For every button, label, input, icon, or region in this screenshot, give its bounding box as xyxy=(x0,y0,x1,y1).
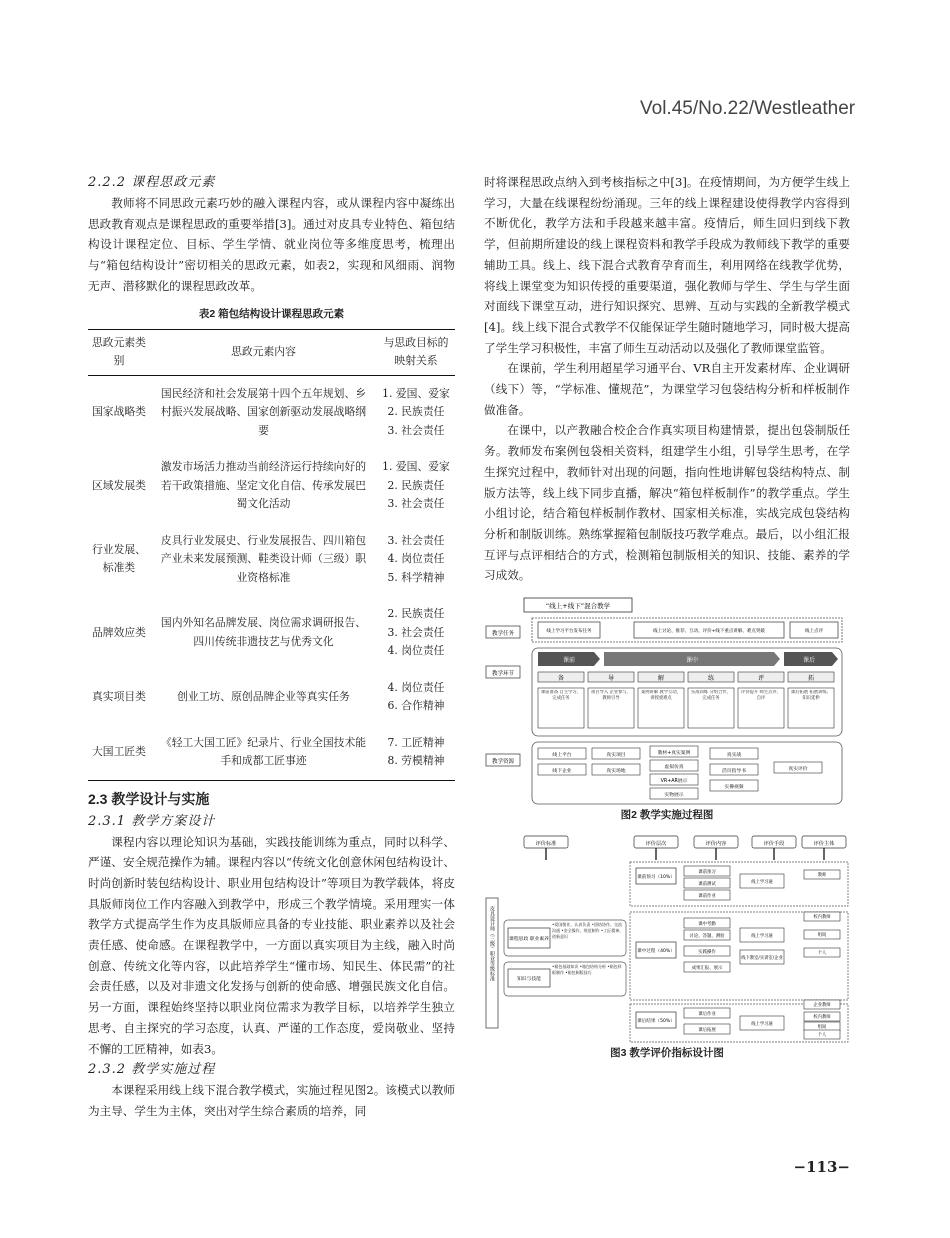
fig3-left-box-2: 知识与技能 xyxy=(517,977,541,983)
fig2-phase-pre: 课前 xyxy=(562,657,576,665)
fig2-resource-label: 线上平台 xyxy=(552,753,572,759)
fig2-row-task: 教学任务 xyxy=(491,631,515,638)
fig2-resource-label: 真实项目 xyxy=(606,753,626,759)
table-cell-content: 创业工坊、原创品牌企业等真实任务 xyxy=(177,689,350,703)
fig3-left-notes-1: •爱国敬业、认真负责 •团结协作、交流沟通 •安全操作、规范制作 •工匠精神、创新意识 xyxy=(552,922,624,940)
table-cell-content: 激发市场活力推动当前经济运行持续向好的若干政策措施、坚定文化自信、传承发展巴蜀文化活动 xyxy=(160,460,367,511)
table-row xyxy=(88,449,455,523)
figure-2-caption: 图2 教学实施过程图 xyxy=(620,809,714,822)
fig2-task-1: 线上学习平台发布任务 xyxy=(546,629,592,635)
goal-item: 5. 科学精神 xyxy=(387,570,445,584)
fig2-step-detail: 课后拓展 拓展训练、知识延伸 xyxy=(790,690,832,702)
fig2-resource-label: 教材+真实案例 xyxy=(657,751,691,757)
fig3-top-labels xyxy=(524,836,846,860)
fig2-task-3: 线上点评 xyxy=(805,629,823,635)
figure-3-diagram xyxy=(484,832,850,1044)
right-paragraph-1: 时将课程思政点纳入到考核指标之中[3]。在疫情期间，为方便学生线上学习，大量在线课程纷纷涌现。三年的线上课程建设使得教学内容得到不断优化，教学方法和手段越来越丰富。疫情后，师生回归到线下教学，但前期所建设的线上课程资料和教学手段成为教师线下教学的重要辅助工具。线上、线下混合式教育孕育而生，利用网络在线教学优势，将线上课堂变为知识传授的重要渠道，强化教师与学生、学生与学生面对面线下课堂互动，进行知识探究、思辨、互动与实践的全新教学模式[4]。线上线下混合式教学不仅能保证学生随时随地学习，同时极大提高了学生学习积极性，丰富了师生互动活动以及强化了教师课堂监管。 xyxy=(484,175,850,355)
table-cell-category: 真实项目类 xyxy=(92,689,146,703)
table-header-goals: 与思政目标的映射关系 xyxy=(377,329,455,375)
fig3-content-label: 课中考勤 xyxy=(698,922,716,928)
fig3-content-label: 课前测试 xyxy=(698,882,716,888)
fig3-level-label: 课后结果（50%） xyxy=(637,1019,675,1025)
section-2-3-title: 2.3 教学设计与实施 xyxy=(88,790,210,807)
fig3-left-box-1: 课程思政 职业素养 xyxy=(509,937,549,943)
figure-3 xyxy=(484,832,850,1062)
fig3-top-label: 评价层次 xyxy=(645,841,667,848)
right-paragraph-2: 在课前，学生利用超星学习通平台、VR自主开发素材库、企业调研（线下）等，“学标准、懂规范”，为课堂学习包袋结构分析和样板制作做准备。 xyxy=(484,361,850,417)
table-cell-goals xyxy=(377,670,455,725)
goal-item: 3. 社会责任 xyxy=(387,423,445,437)
section-2-2-2-paragraph: 教师将不同思政元素巧妙的融入课程内容，或从课程内容中凝练出思政教育观点是课程思政的重要举措[3]。通过对皮具专业特色、箱包结构设计课程定位、目标、学生学情、就业岗位等多维度思考，梳理出与“箱包结构设计”密切相关的思政元素，如表2，实现和风细雨、润物无声、潜移默化的课程思政改革。 xyxy=(88,196,455,293)
figure-3-caption: 图3 教学评价指标设计图 xyxy=(610,1047,724,1060)
table-cell-category: 大国工匠类 xyxy=(88,725,150,781)
fig2-task-2: 线上讨论、推荐、互动、评价+线下重点讲解、难点突破 xyxy=(653,629,765,635)
fig3-top-label: 评价主体 xyxy=(813,841,835,848)
table-cell-content: 国内外知名品牌发展、岗位需求调研报告、四川传统非遗技艺与优秀文化 xyxy=(160,616,367,648)
fig2-step-label: 拓 xyxy=(807,675,815,683)
fig3-means-label: 线上学习通 xyxy=(751,1022,773,1028)
fig3-content-label: 课前作业 xyxy=(698,894,716,900)
fig3-subject-label: 个人 xyxy=(817,1033,827,1039)
table-row xyxy=(88,670,455,725)
goal-item: 6. 合作精神 xyxy=(387,699,445,713)
fig3-content-label: 讨论、答题、测验 xyxy=(689,934,725,940)
table-cell-content: 《轻工大国工匠》纪录片、行业全国技术能手和成都工匠事迹 xyxy=(150,725,377,781)
fig3-subject-label: 校内教师 xyxy=(813,1015,831,1021)
goal-item: 4. 岗位责任 xyxy=(387,680,445,694)
table-2-caption: 表2 箱包结构设计课程思政元素 xyxy=(198,307,345,320)
ideology-elements-table xyxy=(88,329,455,781)
goal-item: 2. 民族责任 xyxy=(387,478,445,492)
goal-item: 1. 爱国、爱家 xyxy=(382,460,450,474)
goal-item: 3. 社会责任 xyxy=(387,497,445,511)
fig3-body xyxy=(636,866,840,1039)
fig3-subject-label: 组间 xyxy=(817,933,827,939)
table-cell-category: 品牌效应类 xyxy=(92,625,146,639)
fig3-content-label: 课前预习 xyxy=(698,870,716,876)
goal-item: 3. 社会责任 xyxy=(387,625,445,639)
figure-2 xyxy=(484,596,850,824)
fig3-subject-label: 校内教师 xyxy=(813,915,831,921)
fig2-steps xyxy=(538,672,834,728)
fig2-step-label: 评 xyxy=(757,675,765,683)
fig2-phase-in: 课中 xyxy=(685,657,699,665)
goal-item: 4. 岗位责任 xyxy=(387,644,445,658)
table-header-category: 思政元素类别 xyxy=(88,329,150,375)
fig2-phase-post: 课后 xyxy=(802,657,816,665)
fig3-content-label: 课后作业 xyxy=(698,1012,716,1018)
fig3-subject-label: 教师 xyxy=(817,873,827,879)
section-2-3-1-title: 2.3.1 教学方案设计 xyxy=(88,813,216,829)
fig2-step-label: 备 xyxy=(557,675,565,683)
goal-item: 3. 社会责任 xyxy=(387,533,445,547)
fig2-step-label: 练 xyxy=(707,675,715,683)
table-row xyxy=(88,375,455,449)
table-cell-goals xyxy=(377,596,455,670)
table-row xyxy=(88,596,455,670)
fig2-step-detail: 评价提升 师生点评、自评 xyxy=(740,690,782,702)
fig3-side-label: 皮具设计师（三级）职业等级标准 xyxy=(489,906,495,982)
left-column xyxy=(88,172,455,1122)
fig2-resource-label: 线下企业 xyxy=(552,769,572,775)
table-cell-category: 区域发展类 xyxy=(92,478,146,492)
fig2-step-detail: 项目导入 企业参与、教师引导 xyxy=(590,690,632,702)
fig2-step-label: 解 xyxy=(657,675,665,683)
goal-item: 7. 工匠精神 xyxy=(387,735,445,749)
fig2-row-resource: 教学资源 xyxy=(491,759,515,766)
goal-item: 4. 岗位责任 xyxy=(387,552,445,566)
fig2-resource-label: 真实场地 xyxy=(606,769,626,775)
fig3-means-label: 线上学习通 xyxy=(751,934,773,940)
goal-item: 1. 爱国、爱家 xyxy=(382,386,450,400)
table-cell-category: 行业发展、标准类 xyxy=(92,542,146,575)
journal-header: Vol.45/No.22/Westleather xyxy=(640,98,856,119)
table-cell-content: 国民经济和社会发展第十四个五年规划、乡村振兴发展战略、国家创新驱动发展战略纲要 xyxy=(160,386,367,437)
fig2-step-detail: 案例讲解 教学互动、讲授重难点 xyxy=(640,690,682,702)
fig3-content-label: 成果汇报、展示 xyxy=(691,966,723,972)
fig2-step-label: 导 xyxy=(607,675,615,683)
fig2-step-detail: 课前准备 自主学习、完成任务 xyxy=(540,690,582,702)
fig2-resource-label: 虚拟仿真 xyxy=(664,765,684,771)
fig3-subject-label: 组间 xyxy=(817,1025,827,1031)
fig3-top-label: 评价手段 xyxy=(763,841,785,848)
section-2-3-2-paragraph: 本课程采用线上线下混合教学模式，实施过程见图2。该模式以教师为主导、学生为主体，突出对学生综合素质的培养，同 xyxy=(88,1083,455,1118)
fig2-resource-label: VR+AR展示 xyxy=(660,779,688,785)
fig2-resource-label: 真实战 xyxy=(726,753,742,759)
table-cell-category: 国家战略类 xyxy=(92,405,146,419)
right-column xyxy=(484,172,850,1062)
fig3-subject-label: 企业教师 xyxy=(813,1003,831,1009)
fig2-row-stage: 教学环节 xyxy=(491,671,515,678)
fig3-left-notes-2: •箱包基础知识 •箱包结构分析 •箱包样板制作 •箱包制版技巧 xyxy=(552,964,622,976)
fig2-title: “线上+线下”混合教学 xyxy=(545,602,611,611)
fig3-level-label: 课中过程（40%） xyxy=(637,949,675,955)
fig3-content-label: 实践操作 xyxy=(698,950,716,956)
goal-item: 8. 劳模精神 xyxy=(387,754,445,768)
fig3-level-label: 课前预习（10%） xyxy=(637,875,675,881)
table-header-content: 思政元素内容 xyxy=(150,329,377,375)
section-2-3-1-paragraph: 课程内容以理论知识为基础，实践技能训练为重点，同时以科学、严谨、安全规范操作为辅。课程内容以“传统文化创意休闲包结构设计、时尚创新时装包结构设计、职业用包结构设计”等项目为教学载体，将皮具版师岗位工作内容融入到教学中，形成三个教学情境。采用理实一体教学方式提高学生作为皮具版师应具备的专业技能、职业素养以及社会责任感、使命感。在课程教学中，一方面以真实项目为主线，融入时尚创意、传统文化等内容，以此培养学生“懂市场、知民生、体民需”的社会责任感，以及对非遗文化发扬与创新的使命感、增强民族文化自信。另一方面，课程始终坚持以职业岗位需求为教学目标，以培养学生独立思考、自主探究的学习态度，认真、严谨的工作态度，爱岗敬业、坚持不懈的工匠精神，如表3。 xyxy=(88,834,455,1056)
fig3-top-label: 评价标准 xyxy=(535,841,557,848)
right-paragraph-3: 在课中，以产教融合校企合作真实项目构建情景，提出包袋制版任务。教师发布案例包袋相关资料，组建学生小组，引导学生思考，在学生探究过程中，教师针对出现的问题，指向性地讲解包袋结构特点、制版方法等，线上线下同步直播，解决“箱包样板制作”的教学重点。学生小组讨论，结合箱包样板制作教材、国家相关标准，实战完成包袋结构分析和制版训练。熟练掌握箱包制版技巧教学难点。最后，以小组汇报互评与点评相结合的方式，检测箱包制版相关的知识、技能、素养的学习成效。 xyxy=(484,423,850,583)
table-cell-goals xyxy=(377,449,455,523)
fig3-means-label: 线下教室/实训室/企业 xyxy=(741,956,783,962)
fig2-resource-label: 活页指导书 xyxy=(722,769,746,775)
table-cell-goals xyxy=(377,523,455,597)
table-cell-goals xyxy=(377,375,455,449)
fig2-resource-label: 真实评价 xyxy=(788,767,808,773)
fig3-top-label: 评价内容 xyxy=(705,841,727,848)
fig3-content-label: 课后拓展 xyxy=(698,1028,716,1034)
section-2-2-2-title: 2.2.2 课程思政元素 xyxy=(88,175,216,190)
goal-item: 2. 民族责任 xyxy=(387,607,445,621)
page-number: −113− xyxy=(793,1158,850,1176)
table-row xyxy=(88,725,455,781)
fig2-resource-label: 实操视频 xyxy=(724,785,744,791)
table-row xyxy=(88,523,455,597)
fig2-resource-label: 实物展示 xyxy=(664,793,684,799)
section-2-3-2-title: 2.3.2 教学实施过程 xyxy=(88,1062,216,1078)
table-cell-goals xyxy=(377,725,455,781)
goal-item: 2. 民族责任 xyxy=(387,405,445,419)
table-cell-content: 皮具行业发展史、行业发展报告、四川箱包产业未来发展预测、鞋类设计师（三级）职业资格标准 xyxy=(160,533,367,584)
fig2-step-detail: 实战训练 分组合作、完成任务 xyxy=(690,690,732,702)
fig2-resources xyxy=(538,746,822,799)
table-header-row xyxy=(88,329,455,375)
fig3-subject-label: 个人 xyxy=(817,951,827,957)
fig3-means-label: 线上学习通 xyxy=(751,880,773,886)
figure-2-diagram xyxy=(484,596,850,806)
